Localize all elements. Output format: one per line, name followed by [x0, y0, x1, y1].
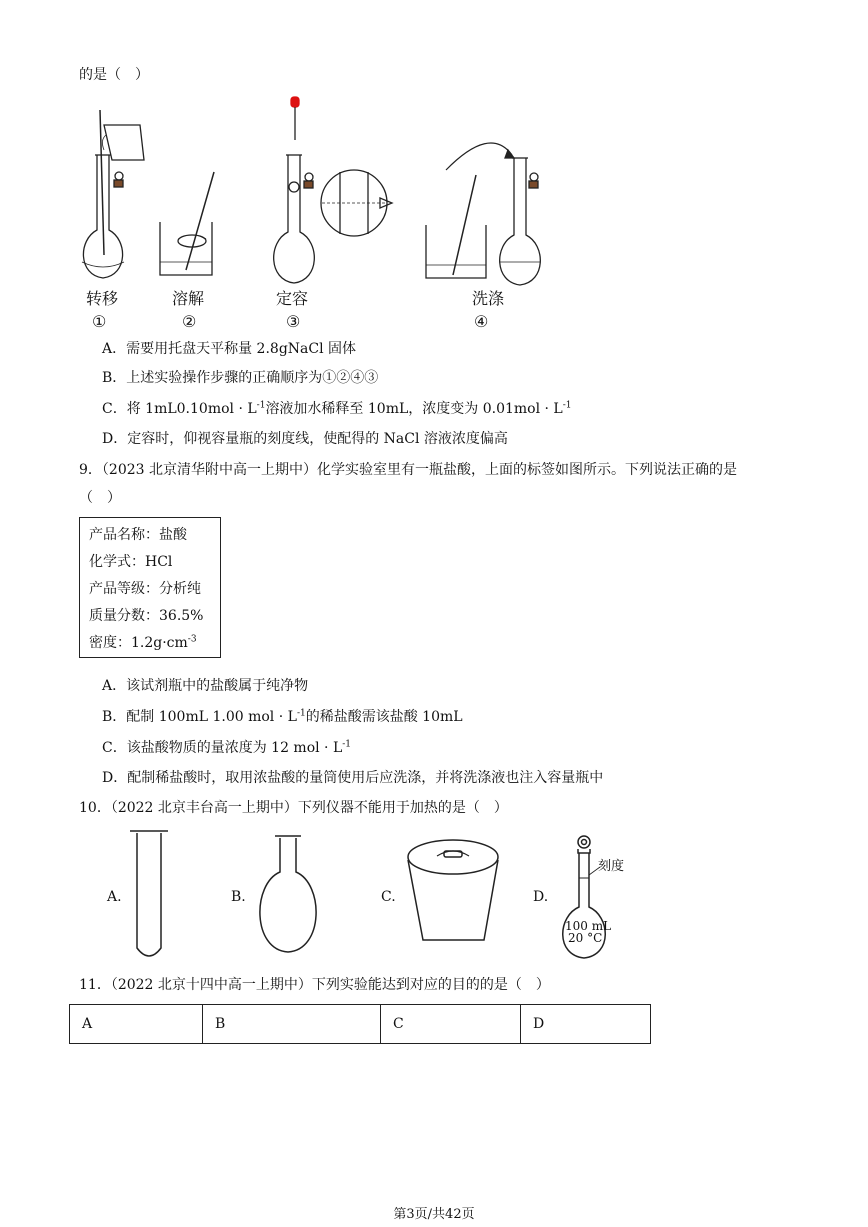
table-header-c: C	[381, 1005, 521, 1044]
caption-washing: 洗涤	[472, 289, 505, 308]
flask-temperature-text: 20 °C	[568, 931, 603, 945]
step-number-2: ②	[182, 312, 197, 331]
step-number-4: ④	[474, 312, 489, 331]
label-mass-fraction: 质量分数：36.5%	[89, 608, 204, 624]
label-name: 产品名称：盐酸	[89, 527, 187, 543]
q10-letter-c: C.	[381, 889, 396, 905]
step-number-1: ①	[92, 312, 107, 331]
q10-letter-a: A.	[107, 889, 122, 905]
q8-option-b: B．上述实验操作步骤的正确顺序为①②④③	[102, 370, 379, 386]
q8-option-d: D．定容时，仰视容量瓶的刻度线，使配得的 NaCl 溶液浓度偏高	[102, 431, 508, 447]
label-density: 密度：$1.2g\cdot cm^{-3}$	[89, 634, 197, 651]
q8-stem-tail: 的是（ ）	[79, 67, 149, 83]
caption-dissolve: 溶解	[172, 289, 205, 308]
q10-letter-d: D.	[533, 889, 549, 905]
q9-option-a: A．该试剂瓶中的盐酸属于纯净物	[102, 678, 309, 694]
q9-option-b: B．配制 100mL 1.00 mol · $L^{-1}$的稀盐酸需该盐酸 10mL	[102, 708, 463, 725]
q9-option-c: C．该盐酸物质的量浓度为 12 mol · $L^{-1}$	[102, 739, 352, 756]
table-row	[70, 1005, 651, 1044]
q9-stem-line2: （ ）	[79, 490, 121, 506]
label-formula: 化学式：HCl	[89, 554, 173, 570]
caption-constant-volume: 定容	[276, 289, 309, 308]
test-tube-icon	[130, 831, 168, 956]
label-grade: 产品等级：分析纯	[89, 581, 201, 597]
round-bottom-flask-icon	[260, 836, 316, 952]
q11-table	[69, 1004, 651, 1044]
q10-stem: 10．（2022 北京丰台高一上期中）下列仪器不能用于加热的是（ ）	[79, 800, 508, 816]
q9-stem-line1: 9．（2023 北京清华附中高一上期中）化学实验室里有一瓶盐酸，上面的标签如图所示。下列说法正确的是	[79, 462, 737, 478]
q8-option-c: C．将 $1mL0.10mol \cdot L^{-1}$溶液加水稀释至 10mL，浓度变为 $0.01mol \cdot L^{-1}$	[102, 400, 572, 417]
table-header-d: D	[521, 1005, 651, 1044]
flask-volume-text: 100 mL	[565, 919, 612, 933]
step-number-3: ③	[286, 312, 301, 331]
table-header-b: B	[203, 1005, 381, 1044]
q11-stem: 11．（2022 北京十四中高一上期中）下列实验能达到对应的目的的是（ ）	[79, 977, 550, 993]
caption-transfer: 转移	[86, 289, 119, 308]
q8-option-a: A．需要用托盘天平称量 2.8gNaCl 固体	[102, 341, 357, 357]
page-footer: 第3页/共42页	[393, 1207, 475, 1222]
crucible-icon	[408, 840, 498, 940]
q9-option-d: D．配制稀盐酸时，取用浓盐酸的量筒使用后应洗涤，并将洗涤液也注入容量瓶中	[102, 770, 604, 786]
flask-mark-text: 刻度	[598, 859, 625, 874]
table-header-a: A	[70, 1005, 203, 1044]
q10-letter-b: B.	[231, 889, 246, 905]
